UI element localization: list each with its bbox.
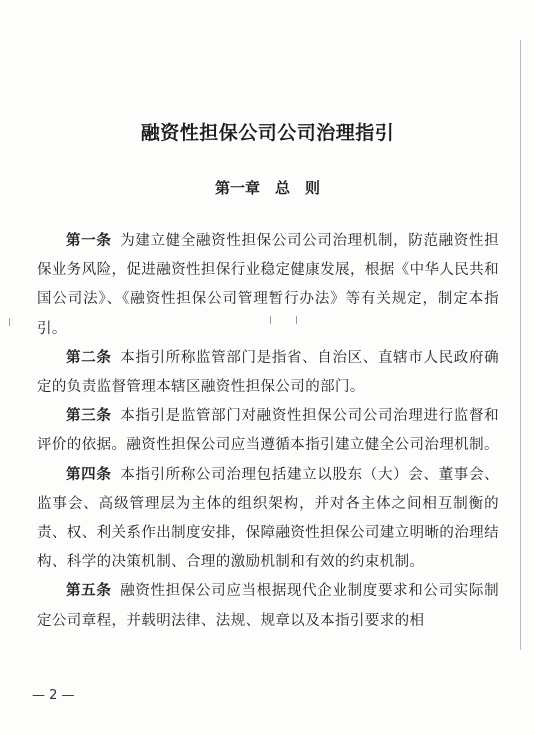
- article-label: 第四条: [66, 466, 112, 483]
- document-body: [37, 227, 499, 636]
- article-5: [37, 577, 499, 635]
- article-3: [37, 402, 499, 460]
- article-text: 本指引所称公司治理包括建立以股东（大）会、董事会、监事会、高级管理层为主体的组织架构，并对各主体之间相互制衡的责、权、利关系作出制度安排，保障融资性担保公司建立明晰的治理结构、科学的决策机制、合理的激励机制和有效的约束机制。: [37, 466, 500, 571]
- chapter-heading: 第一章 总 则: [214, 179, 320, 197]
- article-2: [37, 344, 499, 402]
- article-label: 第五条: [66, 583, 112, 600]
- scan-mark: [9, 318, 10, 326]
- article-text: 本指引所称监管部门是指省、自治区、直辖市人民政府确定的负责监督管理本辖区融资性担保公司的部门。: [37, 349, 500, 396]
- article-label: 第三条: [66, 408, 112, 425]
- page-number: — 2 —: [32, 688, 75, 703]
- document-title: 融资性担保公司公司治理指引: [140, 122, 395, 144]
- article-1: [37, 227, 499, 344]
- article-text: 为建立健全融资性担保公司公司治理机制，防范融资性担保业务风险，促进融资性担保行业稳定健康发展，根据《中华人民共和国公司法》、《融资性担保公司管理暂行办法》等有关规定，制定本指引。: [37, 233, 500, 337]
- article-text: 本指引是监管部门对融资性担保公司公司治理进行监督和评价的依据。融资性担保公司应当遵循本指引建立健全公司治理机制。: [37, 408, 500, 454]
- article-4: [37, 461, 499, 578]
- article-text: 融资性担保公司应当根据现代企业制度要求和公司实际制定公司章程，并载明法律、法规、规章以及本指引要求的相: [37, 583, 500, 629]
- article-label: 第二条: [66, 349, 112, 366]
- article-label: 第一条: [66, 233, 112, 249]
